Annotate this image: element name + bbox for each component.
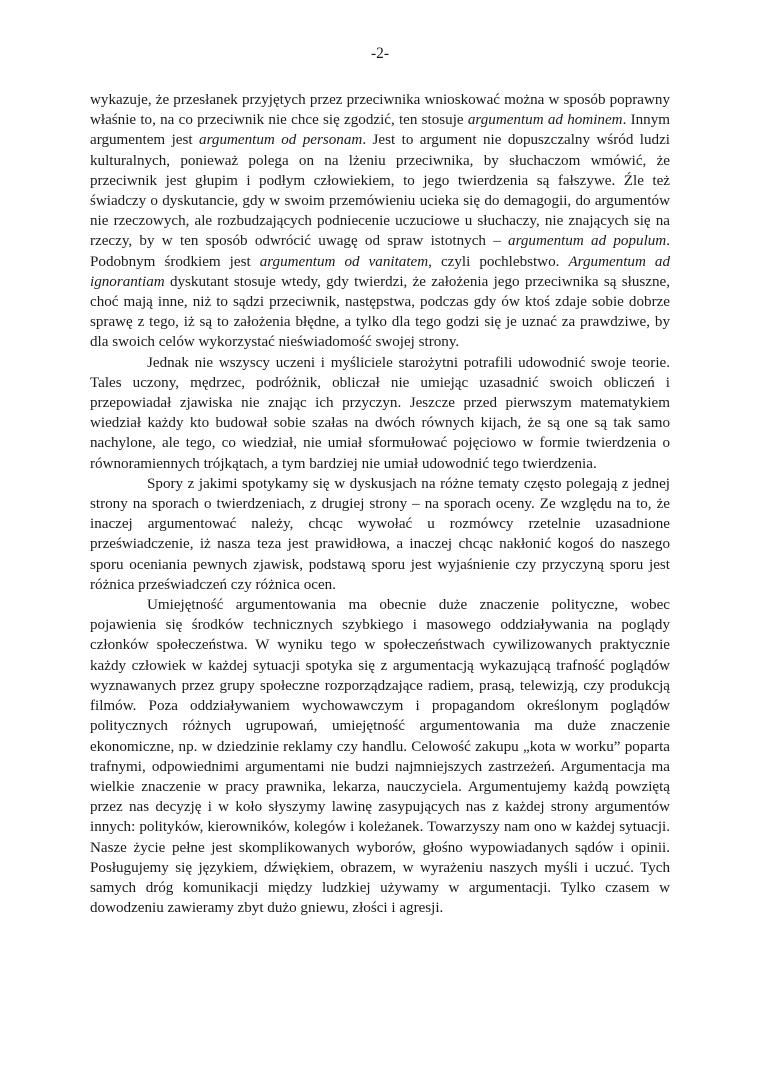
text-run: Umiejętność argumentowania ma obecnie duże znaczenie polityczne, wobec pojawienia się środków technicznych szybkiego i masowego oddziaływania na poglądy członków społeczeństwa. W wyniku tego w społeczeństwach cywilizowanych praktycznie każdy człowiek w każdej sytuacji spotyka się z argumentacją wykazującą trafność poglądów wyznawanych przez grupy społeczne rozporządzające radiem, prasą, telewizją, czy produkcją filmów. Poza oddziaływaniem wychowawczym i propagandom określonym poglądów politycznych różnych ugrupowań, umiejętność argumentowania ma duże znaczenie ekonomiczne, np. w dziedzinie reklamy czy handlu. Celowość zakupu „kota w worku” poparta trafnymi, odpowiednimi argumentami nie budzi najmniejszych zastrzeżeń. Argumentacja ma wielkie znaczenie w pracy prawnika, lekarza, nauczyciela. Argumentujemy każdą powziętą przez nas decyzję i w koło słyszymy lawinę zasypujących nas z każdej strony argumentów innych: polityków, kierowników, kolegów i koleżanek. Towarzyszy nam ono w każdej sytuacji. Nasze życie pełne jest skomplikowanych wyborów, głośno wypowiadanych sądów i opinii. Posługujemy się językiem, dźwiękiem, obrazem, w wyrażeniu naszych myśli i uczuć. Tych samych dróg komunikacji między ludzkiej używamy w argumentacji. Tylko czasem w dowodzeniu zawieramy zbyt dużo gniewu, złości i agresji. (90, 597, 670, 917)
paragraph (90, 595, 670, 918)
text-run: . Podobnym środkiem jest (90, 233, 670, 270)
text-run: Spory z jakimi spotykamy się w dyskusjach na różne tematy często polegają z jednej strony na sporach o twierdzeniach, z drugiej strony – na sporach oceny. Ze względu na to, że inaczej argumentować należy, chcąc wywołać u rozmówcy rzetelnie uzasadnione przeświadczenie, iż nasza teza jest prawidłowa, a inaczej chcąc nakłonić kogoś do naszego sporu oceniania pewnych zjawisk, podstawą sporu jest wyjaśnienie czy przyczyną sporu jest różnica przeświadczeń czy różnica ocen. (90, 475, 670, 593)
paragraph (90, 353, 670, 474)
latin-term: Argumentum ad ignorantiam (90, 253, 671, 290)
text-run: . Innym argumentem jest (90, 112, 670, 149)
paragraph (90, 474, 670, 595)
text-run: Jednak nie wszyscy uczeni i myśliciele starożytni potrafili udowodnić swoje teorie. Tales uczony, mędrzec, podróżnik, obliczał nie umiejąc uzasadnić swoich obliczeń i przepowiadał zjawiska nie znając ich przyczyn. Jeszcze przed pierwszym matematykiem wiedział każdy kto budował sobie szałas na dwóch równych kijach, że są one są tak samo nachylone, ale tego, co wiedział, nie umiał sformułować pojęciowo w formie twierdzenia o równoramiennych trójkątach, a tym bardziej nie umiał udowodnić tego twierdzenia. (90, 354, 670, 472)
body-text (90, 90, 670, 918)
paragraph (90, 90, 670, 353)
latin-term: argumentum ad hominem (467, 112, 623, 129)
text-run: . Jest to argument nie dopuszczalny wśród ludzi kulturalnych, ponieważ polega on na lżeniu przeciwnika, by słuchaczom wmówić, że przeciwnik jest głupim i podłym człowiekiem, to jego twierdzenia są fałszywe. Źle też świadczy o dyskutancie, gdy w swoim przemówieniu ucieka się do demagogii, do argumentów nie rzeczowych, ale rozbudzających podniecenie uczuciowe u słuchaczy, nie znających się na rzeczy, by w ten sposób odwrócić uwagę od spraw istotnych – (90, 132, 670, 250)
latin-term: argumentum od vanitatem (259, 253, 429, 270)
page-number: -2- (370, 45, 390, 62)
latin-term: argumentum ad populum (508, 233, 667, 250)
text-run: dyskutant stosuje wtedy, gdy twierdzi, że założenia jego przeciwnika są słuszne, choć mają inne, niż to sądzi przeciwnik, następstwa, podczas gdy ów ktoś zdaje sobie dobrze sprawę z tego, iż są to założenia błędne, a tylko dla tego godzi się je uznać za prawdziwe, by dla swoich celów wykorzystać nieświadomość swojej strony. (90, 273, 670, 351)
text-run: wykazuje, że przesłanek przyjętych przez przeciwnika wnioskować można w sposób poprawny właśnie to, na co przeciwnik nie chce się zgodzić, ten stosuje (90, 92, 670, 129)
latin-term: argumentum od personam (199, 132, 363, 149)
text-run: , czyli pochlebstwo. (428, 253, 569, 270)
